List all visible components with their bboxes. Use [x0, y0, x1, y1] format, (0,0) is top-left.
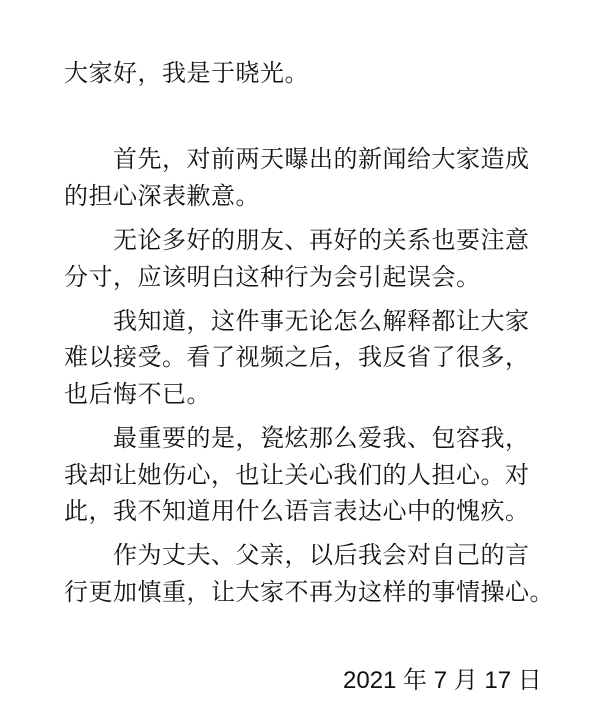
paragraph-3-line-3: 也后悔不已。	[64, 380, 211, 408]
paragraph-2-line-2: 分寸，应该明白这种行为会引起误会。	[64, 263, 481, 291]
paragraph-5-line-2: 行更加慎重，让大家不再为这样的事情操心。	[64, 578, 554, 606]
letter-date: 2021 年 7 月 17 日	[343, 667, 542, 694]
paragraph-4-line-1: 最重要的是，瓷炫那么爱我、包容我，	[113, 424, 530, 452]
paragraph-5-line-1: 作为丈夫、父亲，以后我会对自己的言	[113, 541, 530, 569]
paragraph-3-line-1: 我知道，这件事无论怎么解释都让大家	[113, 307, 530, 335]
paragraph-1-line-1: 首先，对前两天曝出的新闻给大家造成	[113, 145, 530, 173]
paragraph-4-line-2: 我却让她伤心，也让关心我们的人担心。对	[64, 461, 530, 489]
paragraph-2-line-1: 无论多好的朋友、再好的关系也要注意	[113, 226, 530, 254]
paragraph-4-line-3: 此，我不知道用什么语言表达心中的愧疚。	[64, 497, 530, 525]
greeting: 大家好，我是于晓光。	[64, 59, 309, 87]
paragraph-3-line-2: 难以接受。看了视频之后，我反省了很多，	[64, 343, 530, 371]
paragraph-1-line-2: 的担心深表歉意。	[64, 182, 260, 210]
